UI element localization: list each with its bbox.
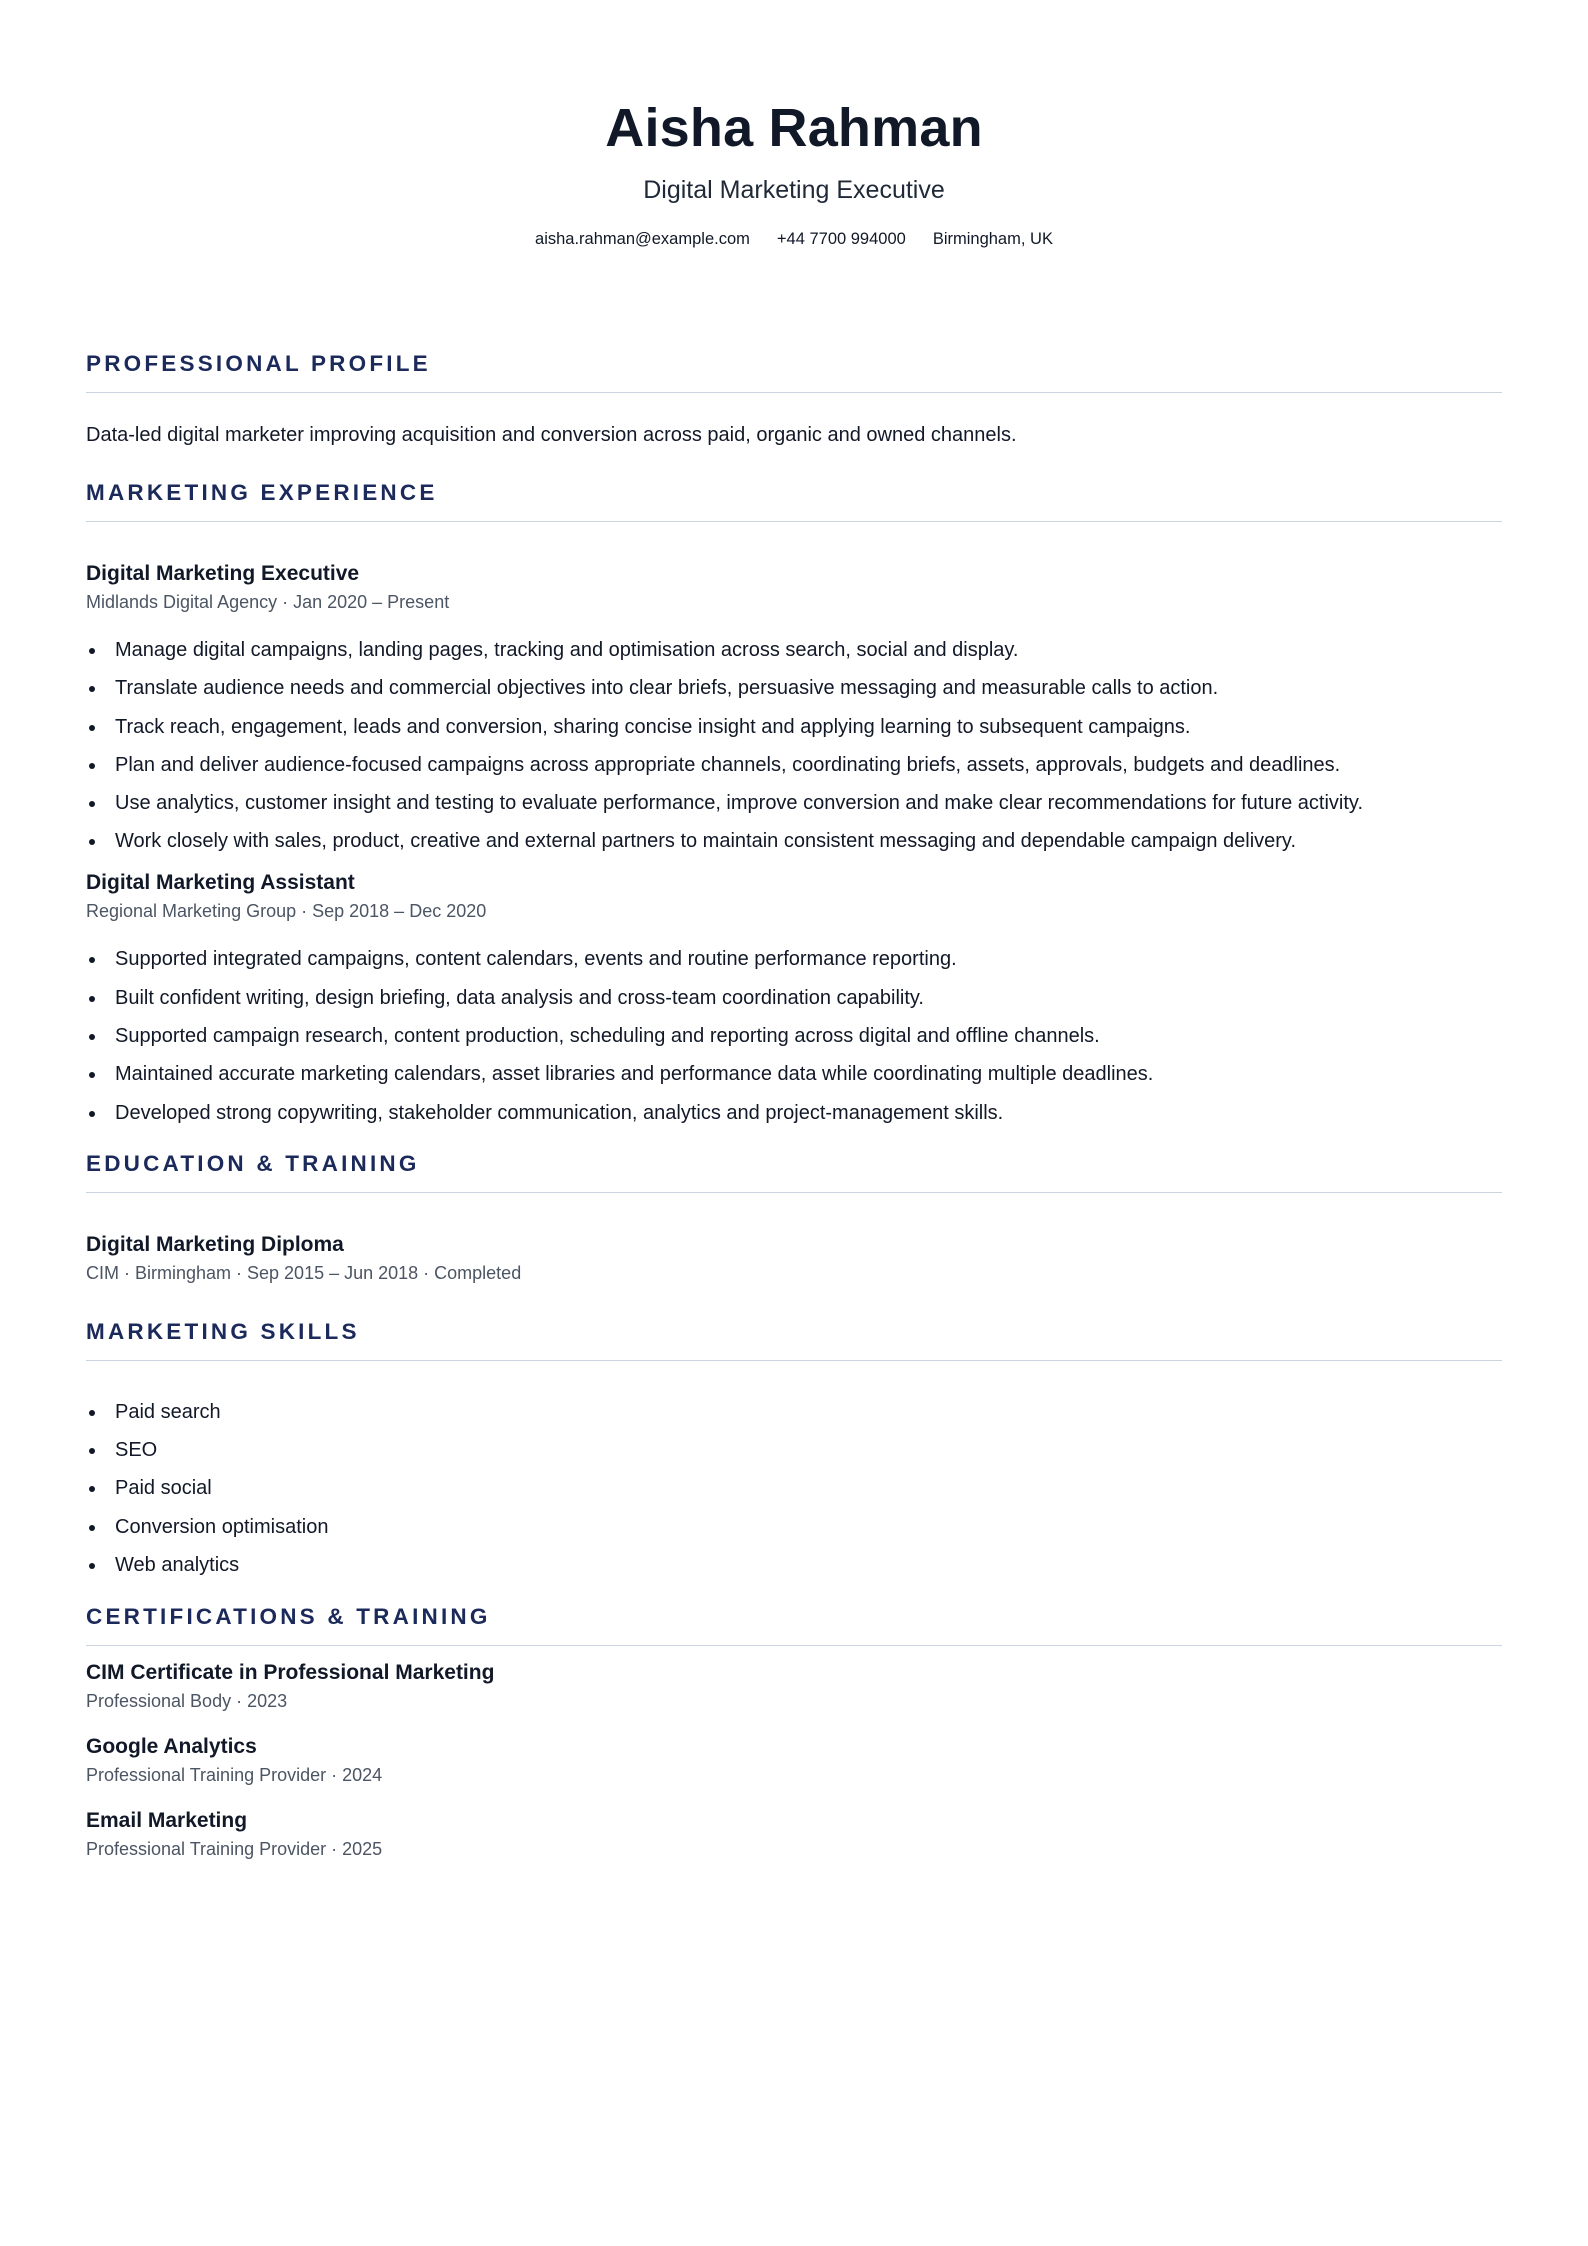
certification-name: CIM Certificate in Professional Marketing <box>86 1660 495 1684</box>
contact-email: aisha.rahman@example.com <box>535 230 750 248</box>
list-item: Translate audience needs and commercial objectives into clear briefs, persuasive messaging and measurable calls to action. <box>86 674 1502 702</box>
section-title-certifications: CERTIFICATIONS & TRAINING <box>86 1603 491 1629</box>
list-item: Work closely with sales, product, creative and external partners to maintain consistent messaging and dependable campaign delivery. <box>86 827 1502 855</box>
section-divider <box>86 1360 1502 1361</box>
section-certifications <box>86 1602 1502 1861</box>
section-title-experience: MARKETING EXPERIENCE <box>86 480 438 505</box>
list-item: Maintained accurate marketing calendars, asset libraries and performance data while coordinating multiple deadlines. <box>86 1060 1502 1088</box>
list-item: Plan and deliver audience-focused campaigns across appropriate channels, coordinating briefs, assets, approvals, budgets and deadlines. <box>86 751 1502 779</box>
job-role: Digital Marketing Assistant <box>86 871 355 895</box>
section-title-education: EDUCATION & TRAINING <box>86 1150 420 1176</box>
section-divider <box>86 521 1502 522</box>
education-name: Digital Marketing Diploma <box>86 1232 344 1256</box>
job-entry <box>86 869 1502 1126</box>
list-item: Built confident writing, design briefing, data analysis and cross-team coordination capability. <box>86 984 1502 1012</box>
contact-phone: +44 7700 994000 <box>776 230 906 248</box>
education-entry <box>86 1231 1502 1285</box>
skill-item: Paid social <box>86 1474 1502 1502</box>
list-item: Supported integrated campaigns, content calendars, events and routine performance reporting. <box>86 945 1502 973</box>
contact-info <box>86 228 1502 250</box>
section-title-profile: PROFESSIONAL PROFILE <box>86 351 431 376</box>
section-education <box>86 1149 1502 1285</box>
skills-list <box>86 1398 1502 1579</box>
job-bullets <box>86 636 1502 855</box>
skill-item: SEO <box>86 1436 1502 1464</box>
job-meta: Regional Marketing Group · Sep 2018 – Dec 2020 <box>86 901 487 922</box>
education-meta: CIM · Birmingham · Sep 2015 – Jun 2018 · Completed <box>86 1262 522 1283</box>
list-item: Track reach, engagement, leads and conversion, sharing concise insight and applying learning to subsequent campaigns. <box>86 713 1502 741</box>
certification-entry <box>86 1733 1502 1787</box>
skill-item: Paid search <box>86 1398 1502 1426</box>
section-title-skills: MARKETING SKILLS <box>86 1318 360 1344</box>
skill-item: Web analytics <box>86 1551 1502 1579</box>
certification-entry <box>86 1807 1502 1861</box>
list-item: Use analytics, customer insight and testing to evaluate performance, improve conversion and make clear recommendations for future activity. <box>86 789 1502 817</box>
job-role: Digital Marketing Executive <box>86 562 360 585</box>
certification-meta: Professional Body · 2023 <box>86 1690 288 1711</box>
section-experience <box>86 478 1502 1127</box>
section-divider <box>86 392 1502 393</box>
list-item: Supported campaign research, content production, scheduling and reporting across digital and offline channels. <box>86 1022 1502 1050</box>
section-divider <box>86 1645 1502 1646</box>
certification-name: Email Marketing <box>86 1808 248 1832</box>
job-meta: Midlands Digital Agency · Jan 2020 – Present <box>86 592 450 612</box>
job-entry <box>86 560 1502 855</box>
list-item: Manage digital campaigns, landing pages, tracking and optimisation across search, social and display. <box>86 636 1502 664</box>
profile-summary: Data-led digital marketer improving acquisition and conversion across paid, organic and owned channels. <box>86 424 1017 446</box>
list-item: Developed strong copywriting, stakeholder communication, analytics and project-management skills. <box>86 1099 1502 1127</box>
resume-header <box>86 0 1502 250</box>
certification-meta: Professional Training Provider · 2024 <box>86 1764 383 1785</box>
skill-item: Conversion optimisation <box>86 1513 1502 1541</box>
certification-name: Google Analytics <box>86 1734 257 1758</box>
section-skills <box>86 1317 1502 1579</box>
section-divider <box>86 1192 1502 1193</box>
candidate-name: Aisha Rahman <box>605 98 983 158</box>
candidate-headline: Digital Marketing Executive <box>643 176 945 204</box>
certification-meta: Professional Training Provider · 2025 <box>86 1838 383 1859</box>
contact-location: Birmingham, UK <box>932 230 1053 248</box>
certification-entry <box>86 1659 1502 1713</box>
section-profile <box>86 349 1502 449</box>
job-bullets <box>86 945 1502 1126</box>
